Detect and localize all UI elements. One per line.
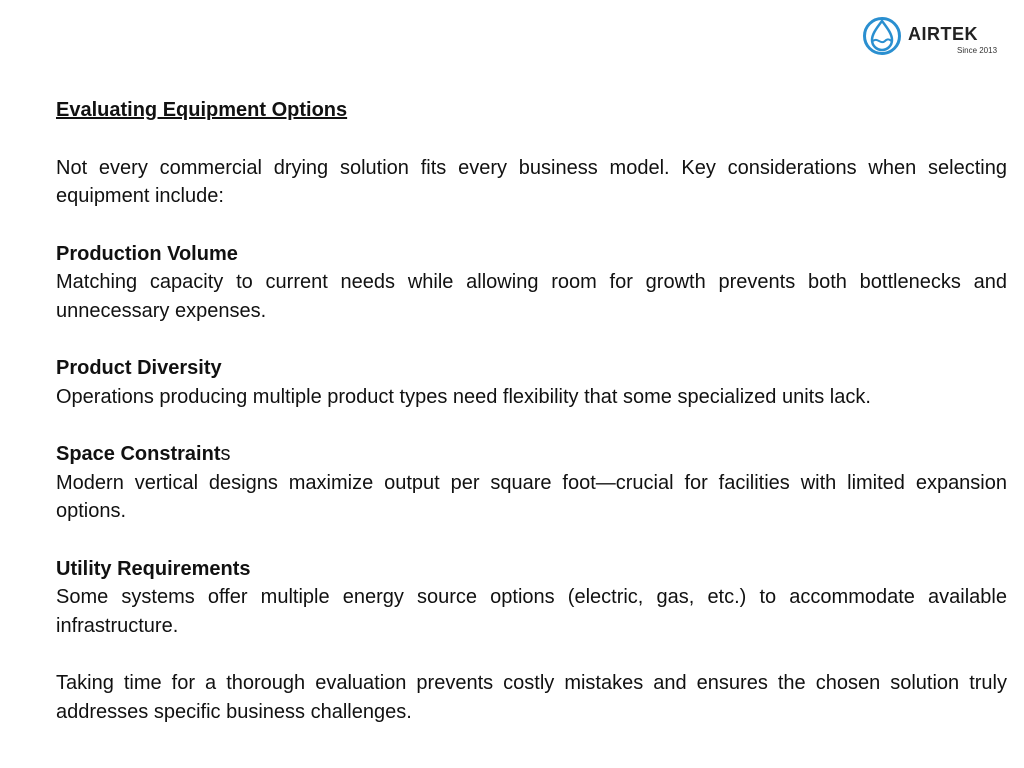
article [56,96,1007,726]
article-intro: Not every commercial drying solution fits every business model. Key considerations when selecting equipment include: [56,156,1007,207]
brand-since: Since 2013 [957,46,998,55]
section-title-text: Space Constraint [56,443,221,465]
section-body-production-volume: Matching capacity to current needs while allowing room for growth prevents both bottlenecks and unnecessary expenses. [56,271,1007,322]
section-title-product-diversity [56,354,1007,383]
section-title-production-volume [56,240,1007,269]
article-conclusion: Taking time for a thorough evaluation prevents costly mistakes and ensures the chosen solution truly addresses specific business challenges. [56,672,1007,723]
article-heading: Evaluating Equipment Options [56,99,348,121]
section-title-utility-requirements [56,555,1007,584]
brand-logo [862,16,1012,60]
brand-name: AIRTEK [908,24,978,44]
section-title-tail: s [220,443,231,465]
water-drop-circle-icon [862,16,902,56]
section-body-utility-requirements: Some systems offer multiple energy source options (electric, gas, etc.) to accommodate available infrastructure. [56,586,1007,637]
section-title-text: Utility Requirements [56,557,251,580]
section-body-product-diversity: Operations producing multiple product types need flexibility that some specialized units lack. [56,385,871,408]
section-title-text: Production Volume [56,242,238,265]
section-title-text: Product Diversity [56,357,222,379]
section-title-space-constraints [56,440,1007,469]
section-body-space-constraints: Modern vertical designs maximize output per square foot—crucial for facilities with limited expansion options. [56,471,1007,522]
